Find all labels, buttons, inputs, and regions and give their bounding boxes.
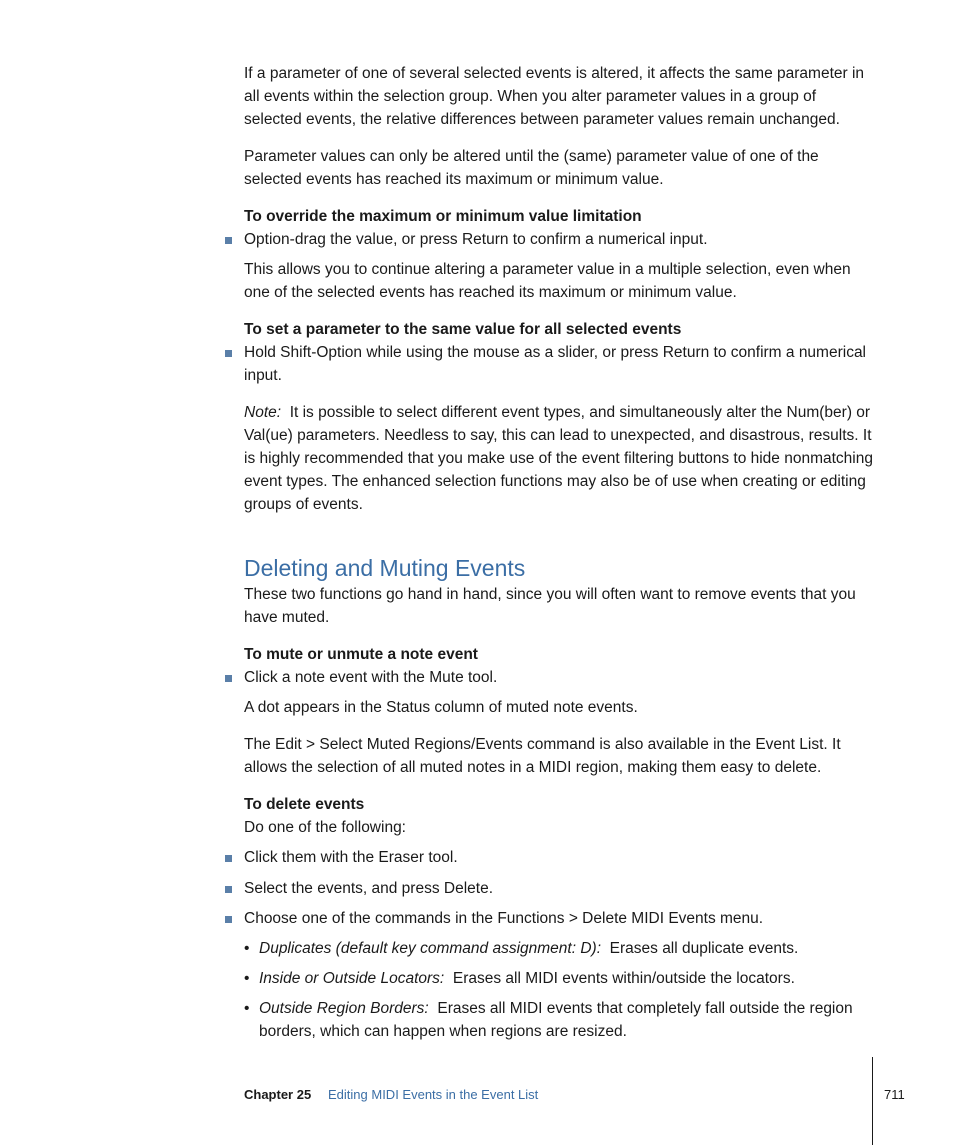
- section-intro: These two functions go hand in hand, since you will often want to remove events that you have muted.: [244, 586, 856, 626]
- heading-mute-event: To mute or unmute a note event: [244, 646, 478, 663]
- sub-bullet-dot-icon: •: [244, 1000, 250, 1017]
- page-number: 711: [884, 1087, 905, 1102]
- bullet-text-eraser: Click them with the Eraser tool.: [244, 849, 458, 866]
- footer-chapter: Chapter 25: [244, 1087, 312, 1102]
- sub-item-term: Outside Region Borders:: [259, 1000, 429, 1017]
- bullet-text-mute-tool: Click a note event with the Mute tool.: [244, 669, 498, 686]
- paragraph-selection-group: If a parameter of one of several selected events is altered, it affects the same parameter in all events within the selection group. When you alter parameter values in a group of selected events, the relative differences between parameter values remain unchanged.: [244, 65, 865, 128]
- sub-item-locators: [259, 967, 876, 990]
- sub-item-region-borders: [259, 997, 876, 1043]
- footer-divider: [872, 1057, 873, 1145]
- bullet-square-icon: [225, 916, 232, 923]
- heading-override-limit: To override the maximum or minimum value limitation: [244, 208, 642, 225]
- note-text: It is possible to select different event types, and simultaneously alter the Num(ber) or Val(ue) parameters. Needless to say, this can lead to unexpected, and disastrous, results. It is highly recommended that you make use of the event filtering buttons to hide nonmatching event types. The enhanced selection functions may also be of use when creating or editing groups of events.: [244, 404, 873, 513]
- sub-item-term: Duplicates (default key command assignment: D):: [259, 940, 602, 957]
- sub-bullet-dot-icon: •: [244, 940, 250, 957]
- bullet-square-icon: [225, 886, 232, 893]
- bullet-text-shift-option: Hold Shift-Option while using the mouse as a slider, or press Return to confirm a numerical input.: [244, 344, 867, 384]
- bullet-square-icon: [225, 855, 232, 862]
- bullet-text-functions-menu: Choose one of the commands in the Functions > Delete MIDI Events menu.: [244, 910, 764, 927]
- sub-item-term: Inside or Outside Locators:: [259, 970, 445, 987]
- paragraph-parameter-limit: Parameter values can only be altered until the (same) parameter value of one of the selected events has reached its maximum or minimum value.: [244, 148, 819, 188]
- sub-item-desc: Erases all duplicate events.: [609, 940, 799, 957]
- bullet-text-option-drag: Option-drag the value, or press Return to confirm a numerical input.: [244, 231, 708, 248]
- sub-item-duplicates: [259, 937, 876, 960]
- heading-same-value: To set a parameter to the same value for all selected events: [244, 321, 682, 338]
- paragraph-dot-status: A dot appears in the Status column of muted note events.: [244, 699, 638, 716]
- bullet-square-icon: [225, 350, 232, 357]
- section-title: Deleting and Muting Events: [244, 555, 526, 581]
- sub-item-desc: Erases all MIDI events within/outside the locators.: [452, 970, 795, 987]
- heading-delete-events: To delete events: [244, 796, 365, 813]
- sub-bullet-dot-icon: •: [244, 970, 250, 987]
- bullet-text-select-delete: Select the events, and press Delete.: [244, 880, 494, 897]
- note-label: Note:: [244, 404, 282, 421]
- bullet-square-icon: [225, 675, 232, 682]
- note-paragraph: [244, 401, 876, 516]
- sub-item-desc: Erases all MIDI events that completely fall outside the region borders, which can happen when regions are resized.: [259, 1000, 853, 1040]
- paragraph-do-one: Do one of the following:: [244, 819, 406, 836]
- bullet-square-icon: [225, 237, 232, 244]
- paragraph-edit-command: The Edit > Select Muted Regions/Events command is also available in the Event List. It allows the selection of all muted notes in a MIDI region, making them easy to delete.: [244, 736, 841, 776]
- paragraph-continue-altering: This allows you to continue altering a parameter value in a multiple selection, even when one of the selected events has reached its maximum or minimum value.: [244, 261, 851, 301]
- footer-chapter-title: Editing MIDI Events in the Event List: [328, 1087, 539, 1102]
